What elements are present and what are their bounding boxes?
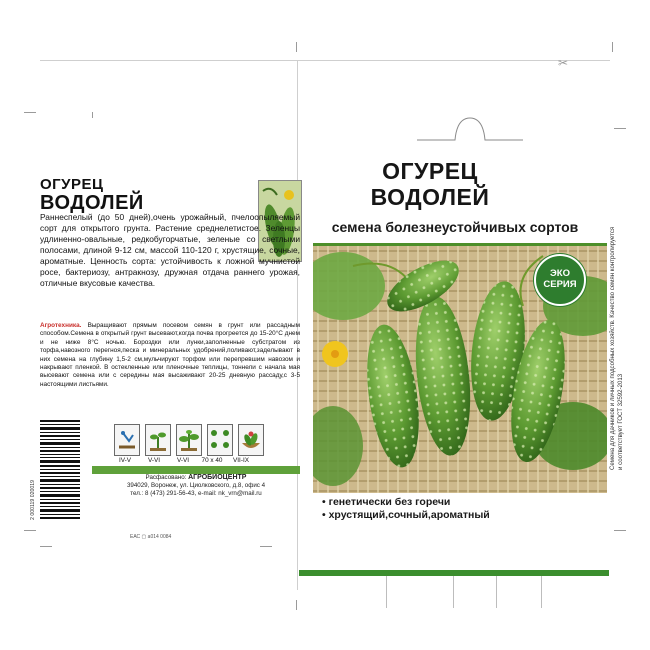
crop-mark xyxy=(24,530,36,531)
seed-quality-note: Семена для дачников и личных подсобных хозяйств. Качество семян контролируется и соответствует ГОСТ 32592-2013 xyxy=(609,226,624,470)
feature-list xyxy=(322,496,490,522)
agrotechnics-label: Агротехника. xyxy=(40,322,82,329)
agrotechnics-text: Выращивают прямым посевом семян в грунт или рассадным способом.Семена в открытый грунт высевают,когда почва прогреется до 15-20°С днем и не ниже 8°С ночью. Бороздки или лунки,заполненные субстратом из торфа,навозного перегноя,песка и минеральных удобрений,поливают,заделывают в них семена на глубину 1,5-2 см,мульчируют торфом или перепревшим навозом и накрывают пленкой. В остекленные или пленочные теплицы, тоннели с начала мая высевают семена или с середины мая высаживают 20-25 дневную рассаду,с 3-5 настоящими листьями. xyxy=(40,322,300,388)
fold-line xyxy=(40,60,610,61)
eco-series-badge xyxy=(534,254,586,306)
fold-tick xyxy=(496,576,497,608)
bottom-green-bar xyxy=(299,570,609,576)
front-subtitle: семена болезнеустойчивых сортов xyxy=(331,219,579,235)
packer-contacts: тел.: 8 (473) 291-56-43, e-mail: nk_vrn@mail.ru xyxy=(130,490,262,498)
scissors-icon: ✂ xyxy=(558,56,569,70)
barcode-number: 2 000119 020019 xyxy=(30,479,36,520)
planting-scheme-icon xyxy=(207,424,233,456)
eco-badge-line2: СЕРИЯ xyxy=(543,279,577,290)
packer-prefix: Расфасовано: xyxy=(145,474,189,481)
calendar-label: VII-IX xyxy=(233,457,249,464)
crop-mark xyxy=(296,42,297,52)
crop-mark xyxy=(614,128,626,129)
calendar-label: V-VI xyxy=(176,457,190,464)
calendar-icons xyxy=(114,424,264,456)
eco-badge-line1: ЭКО xyxy=(550,268,570,279)
calendar-label: IV-V xyxy=(118,457,132,464)
packer-info xyxy=(92,474,300,499)
crop-mark xyxy=(614,530,626,531)
calendar-labels xyxy=(112,457,254,464)
crop-mark xyxy=(24,112,36,113)
hanger-hole xyxy=(415,116,525,142)
barcode xyxy=(40,420,80,520)
fold-tick xyxy=(453,576,454,608)
packer-name: АГРОБИОЦЕНТР xyxy=(188,474,247,481)
harvest-icon xyxy=(238,424,264,456)
front-title-line1: ОГУРЕЦ xyxy=(382,158,478,184)
variety-description: Раннеспелый (до 50 дней),очень урожайный, пчелоопыляемый сорт для открытого грунта. Растение среднелетистое. Зеленцы удлиненно-овальные, редкобугорчатые, зеленые со светлыми полосами, длиной 9-12 см, массой 110-120 г, хрустящие, сочные, ароматные. Ценность сорта: устойчивость к ложной мучнистой росе, бактериозу, антракнозу, дружная отдача раннего урожая, отличные вкусовые качества. xyxy=(40,212,300,288)
crop-mark xyxy=(612,42,613,52)
back-title-line1: ОГУРЕЦ xyxy=(40,176,104,193)
calendar-label: 70 x 40 xyxy=(201,457,223,464)
packer-address: 394029, Воронеж, ул. Циолковского, д.8, офис 4 xyxy=(126,482,266,490)
agrotechnics-section xyxy=(40,322,300,389)
calendar-label: V-VI xyxy=(147,457,161,464)
crop-mark xyxy=(92,112,93,118)
green-strip xyxy=(92,466,300,474)
crop-mark xyxy=(296,600,297,610)
feature-item: • хрустящий,сочный,ароматный xyxy=(322,509,490,522)
back-title-line2: ВОДОЛЕЙ xyxy=(40,192,144,214)
fold-tick xyxy=(541,576,542,608)
front-title-line2: ВОДОЛЕЙ xyxy=(370,184,490,210)
sowing-icon xyxy=(114,424,140,456)
eac-mark: ЕАС ▢ а014 0084 xyxy=(130,534,172,540)
crop-mark xyxy=(260,546,272,547)
fold-tick xyxy=(386,576,387,608)
planting-icon xyxy=(176,424,202,456)
seedling-icon xyxy=(145,424,171,456)
feature-item: • генетически без горечи xyxy=(322,496,490,509)
crop-mark xyxy=(40,546,52,547)
